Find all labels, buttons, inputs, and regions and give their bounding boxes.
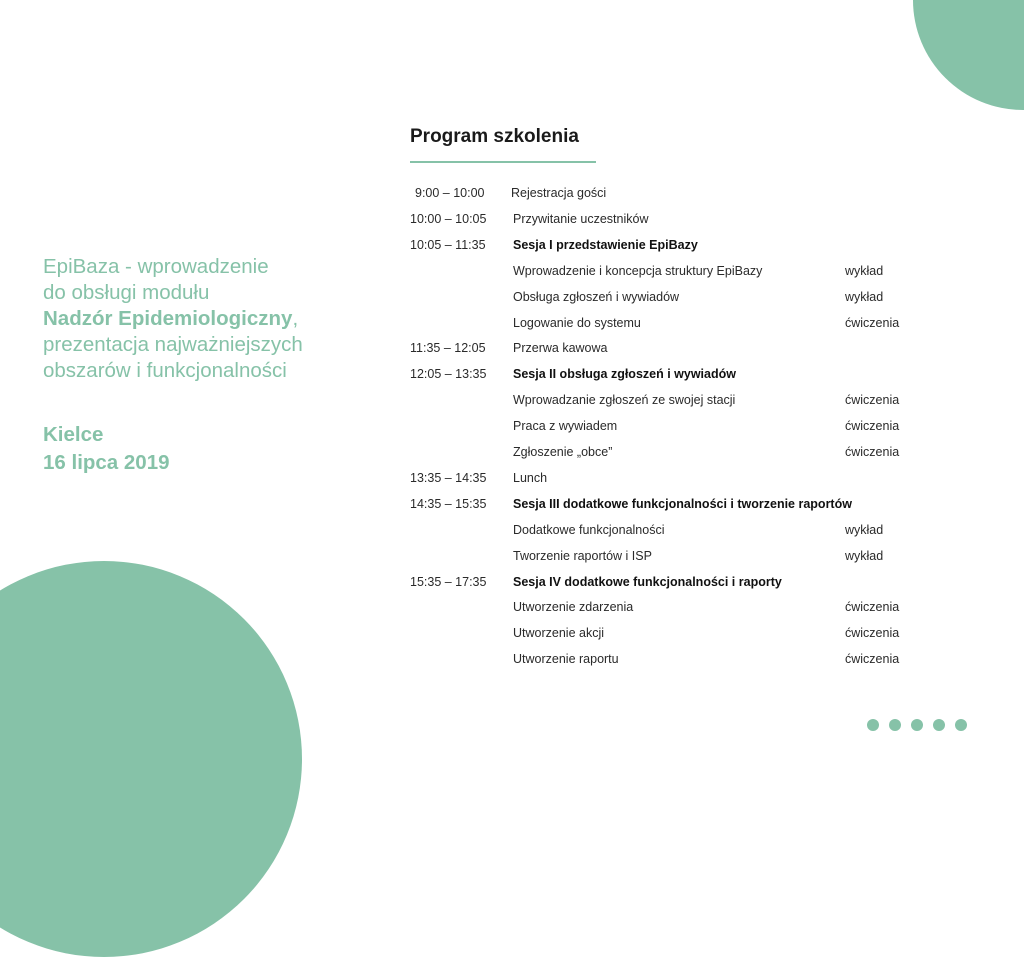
heading-line-1: EpiBaza - wprowadzenie	[43, 255, 269, 278]
schedule-description: Rejestracja gości	[511, 186, 607, 200]
schedule-description: Przywitanie uczestników	[513, 211, 649, 226]
schedule-type: wykład	[845, 289, 884, 304]
schedule-description: Tworzenie raportów i ISP	[513, 548, 652, 563]
schedule-row	[0, 258, 1024, 284]
schedule-row	[0, 646, 1024, 672]
schedule-time: 12:05 – 13:35	[410, 367, 487, 382]
schedule-type: ćwiczenia	[845, 600, 900, 615]
schedule-row	[0, 310, 1024, 336]
schedule-session-row	[0, 361, 1024, 387]
schedule-time: 15:35 – 17:35	[410, 574, 487, 589]
schedule-time: 10:00 – 10:05	[410, 211, 487, 226]
schedule-description: Wprowadzanie zgłoszeń ze swojej stacji	[513, 393, 736, 408]
schedule-time: 10:05 – 11:35	[410, 237, 486, 252]
schedule-description: Wprowadzenie i koncepcja struktury EpiBazy	[513, 263, 763, 278]
schedule-time: 13:35 – 14:35	[410, 470, 487, 485]
schedule-row	[0, 543, 1024, 569]
schedule-type: ćwiczenia	[845, 445, 900, 459]
schedule-time: 14:35 – 15:35	[410, 496, 487, 511]
city: Kielce	[43, 423, 104, 446]
pagination-dots	[867, 719, 967, 731]
schedule-description: Sesja III dodatkowe funkcjonalności i tworzenie raportów	[513, 496, 852, 511]
schedule-row	[0, 594, 1024, 620]
schedule-session-row	[0, 491, 1024, 517]
schedule-description: Praca z wywiadem	[513, 419, 618, 434]
heading-line-3-rest: ,	[292, 307, 299, 330]
schedule-type: wykład	[845, 522, 884, 537]
schedule-row	[0, 284, 1024, 310]
schedule-row	[0, 180, 1024, 206]
page-dot	[867, 719, 879, 731]
schedule-time: 11:35 – 12:05	[410, 341, 486, 356]
schedule-row	[0, 335, 1024, 361]
page-dot	[955, 719, 967, 731]
schedule-description: Sesja IV dodatkowe funkcjonalności i raporty	[513, 574, 782, 589]
schedule-row	[0, 387, 1024, 413]
schedule-type: ćwiczenia	[845, 419, 900, 434]
schedule-description: Sesja II obsługa zgłoszeń i wywiadów	[513, 367, 736, 382]
schedule-description: Lunch	[513, 470, 548, 485]
schedule-description: Zgłoszenie „obce”	[513, 445, 613, 459]
schedule-description: Obsługa zgłoszeń i wywiadów	[513, 289, 680, 304]
heading-line-2: do obsługi modułu	[43, 281, 210, 304]
page-dot	[933, 719, 945, 731]
schedule-type: wykład	[845, 548, 884, 563]
schedule-type: ćwiczenia	[845, 626, 900, 641]
schedule-row	[0, 439, 1024, 465]
module-name: Nadzór Epidemiologiczny	[43, 307, 293, 330]
date: 16 lipca 2019	[43, 451, 170, 474]
schedule-description: Sesja I przedstawienie EpiBazy	[513, 237, 698, 252]
schedule-row	[0, 517, 1024, 543]
schedule-row	[0, 206, 1024, 232]
program-title-underline	[410, 161, 596, 163]
schedule-type: ćwiczenia	[845, 315, 900, 330]
schedule-session-row	[0, 569, 1024, 595]
page-dot	[889, 719, 901, 731]
page-dot	[911, 719, 923, 731]
schedule-description: Przerwa kawowa	[513, 341, 608, 356]
decorative-circle-top	[913, 0, 1024, 110]
schedule-session-row	[0, 232, 1024, 258]
schedule-type: ćwiczenia	[845, 393, 900, 408]
schedule-description: Utworzenie akcji	[513, 626, 605, 641]
heading-line-5: obszarów i funkcjonalności	[43, 359, 287, 382]
schedule-time: 9:00 – 10:00	[415, 186, 485, 200]
schedule-row	[0, 620, 1024, 646]
schedule-row	[0, 465, 1024, 491]
schedule-type: ćwiczenia	[845, 652, 900, 667]
schedule-description: Logowanie do systemu	[513, 315, 641, 330]
program-title: Program szkolenia	[410, 126, 579, 147]
schedule-type: wykład	[845, 263, 884, 278]
heading-line-4: prezentacja najważniejszych	[43, 333, 303, 356]
schedule-description: Utworzenie raportu	[513, 652, 619, 667]
schedule-description: Utworzenie zdarzenia	[513, 600, 634, 615]
schedule-description: Dodatkowe funkcjonalności	[513, 522, 665, 537]
schedule-row	[0, 413, 1024, 439]
